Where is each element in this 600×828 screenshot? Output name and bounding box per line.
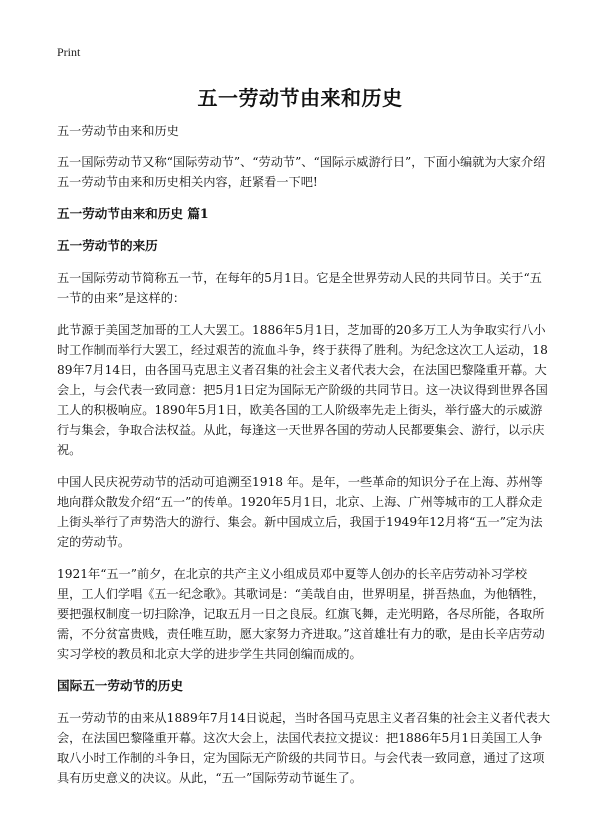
article-body xyxy=(57,121,551,800)
paragraph-5: 五一劳动节的由来从1889年7月14日说起，当时各国马克思主义者召集的社会主义者代表大会，在法国巴黎隆重开幕。这次大会上，法国代表拉文提议：把1886年5月1日美国工人争取八小时工作制的斗争日，定为国际无产阶级的共同节日。与会代表一致同意，通过了这项具有历史意义的决议。从此，“五一”国际劳动节诞生了。 xyxy=(57,711,551,785)
page-title: 五一劳动节由来和历史 xyxy=(197,86,403,110)
paragraph-1: 五一国际劳动节简称五一节，在每年的5月1日。它是全世界劳动人民的共同节日。关于“五一节的由来”是这样的： xyxy=(57,271,542,305)
paragraph-3: 中国人民庆祝劳动节的活动可追溯至1918 年。是年，一些革命的知识分子在上海、苏州等地向群众散发介绍“五一”的传单。1920年5月1日，北京、上海、广州等城市的工人群众走上街头举行了声势浩大的游行、集会。新中国成立后，我国于1949年12月将“五一”定为法定的劳动节。 xyxy=(57,475,543,549)
paragraph-4: 1921年“五一”前夕，在北京的共产主义小组成员邓中夏等人创办的长辛店劳动补习学校里，工人们学唱《五一纪念歌》。其歌词是：“美哉自由，世界明星，拼吾热血，为他牺牲，要把强权制度一切扫除净，记取五月一日之良辰。红旗飞舞，走光明路，各尽所能，各取所需，不分贫富贵贱，责任唯互助，愿大家努力齐进取。”这首雄壮有力的歌，是由长辛店劳动实习学校的教员和北京大学的进步学生共同创编而成的。 xyxy=(57,567,545,661)
section-heading-2: 五一劳动节的来历 xyxy=(57,238,158,253)
section-heading-1: 五一劳动节由来和历史 篇1 xyxy=(57,206,209,221)
paragraph-2: 此节源于美国芝加哥的工人大罢工。1886年5月1日，芝加哥的20多万工人为争取实行八小时工作制而举行大罢工，经过艰苦的流血斗争，终于获得了胜利。为纪念这次工人运动，1889年7月14日，由各国马克思主义者召集的社会主义者代表大会，在法国巴黎隆重开幕。大会上，与会代表一致同意：把5月1日定为国际无产阶级的共同节日。这一决议得到世界各国工人的积极响应。1890年5月1日，欧美各国的工人阶级率先走上街头，举行盛大的示威游行与集会，争取合法权益。从此，每逢这一天世界各国的劳动人民都要集会、游行，以示庆祝。 xyxy=(57,323,548,457)
section-heading-3: 国际五一劳动节的历史 xyxy=(57,678,183,693)
article-subtitle: 五一劳动节由来和历史 xyxy=(57,124,179,138)
print-label[interactable]: Print xyxy=(57,45,81,59)
intro-paragraph: 五一国际劳动节又称“国际劳动节”、“劳动节”、“国际示威游行日”，下面小编就为大家介绍五一劳动节由来和历史相关内容，赶紧看一下吧! xyxy=(57,155,546,189)
